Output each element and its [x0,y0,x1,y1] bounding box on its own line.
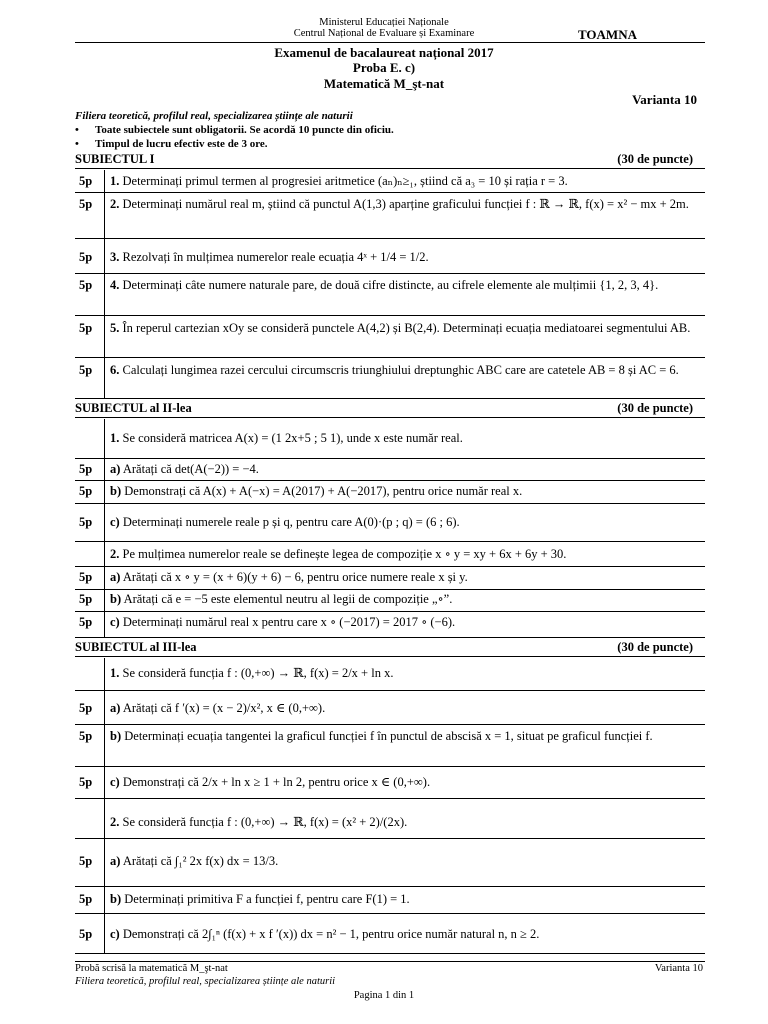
section-points: (30 de puncte) [617,640,693,654]
row-divider [75,690,705,691]
row-divider [75,541,705,542]
problem-text: Arătați că e = −5 este elementul neutru al legii de compoziție „∘”. [123,592,453,606]
problem-text: Determinați ecuația tangentei la graficul funcției f în punctul de abscisă x = 1, situat pe graficul funcției f. [124,729,653,743]
problem-number: a) [110,462,121,476]
exam-subtitle: Proba E. c) [352,60,416,75]
problem-points: 5p [79,570,93,584]
points-column-divider [104,658,105,953]
problem-text: Determinați numărul real x pentru care x ∘ (−2017) = 2017 ∘ (−6). [122,615,456,629]
row-divider [75,273,705,274]
section-points: (30 de puncte) [617,401,693,415]
section-heading [75,152,705,169]
row-divider [75,566,705,567]
problem-number: c) [110,515,120,529]
section-heading [75,401,705,418]
problem-points: 5p [79,701,93,715]
problem-number: b) [110,592,122,606]
problem-number: 5. [110,321,120,335]
problem-number: b) [110,484,122,498]
problem-text: În reperul cartezian xOy se consideră punctele A(4,2) și B(2,4). Determinați ecuația mediatoarei segmentului AB. [122,321,691,335]
problem-number: a) [110,854,121,868]
ministry-name: Ministerul Educației Naționale [319,17,449,28]
problem-text: Arătați că f ′(x) = (x − 2)/x², x ∈ (0,+∞). [122,701,326,715]
problem-number: b) [110,892,122,906]
problem-number: 4. [110,278,120,292]
header-divider [75,42,705,43]
problem-points: 5p [79,729,93,743]
points-column-divider [104,419,105,637]
page-number: Pagina 1 din 1 [353,990,415,1001]
problem-number: 1. [110,174,120,188]
exam-title: Examenul de bacalaureat național 2017 [274,45,494,60]
exam-subject: Matematică M_şt-nat [323,76,445,91]
footer-exam-name: Probă scrisă la matematică M_şt-nat [75,963,228,974]
bullet-icon: • [75,124,79,136]
row-divider [75,192,705,193]
problem-points: 5p [79,615,93,629]
filiera-line: Filiera teoretică, profilul real, specializarea științe ale naturii [75,110,353,122]
problem-number: b) [110,729,122,743]
problem-number: 6. [110,363,120,377]
row-divider [75,838,705,839]
problem-text: Determinați primitiva F a funcției f, pentru care F(1) = 1. [124,892,410,906]
problem-points: 5p [79,775,93,789]
problem-points: 5p [79,363,93,377]
row-divider [75,798,705,799]
problem-number: 2. [110,547,120,561]
problem-number: c) [110,775,120,789]
problem-text: Rezolvați în mulțimea numerelor reale ecuația 4ˣ + 1/4 = 1/2. [122,250,429,264]
problem-text: Demonstrați că A(x) + A(−x) = A(2017) + A(−2017), pentru orice număr real x. [124,484,523,498]
row-divider [75,886,705,887]
session-label: TOAMNA [578,27,637,42]
problem-number: 2. [110,197,120,211]
problem-text: Determinați numărul real m, știind că punctul A(1,3) aparține graficului funcției f : ℝ → ℝ, f(x) = x² − mx + 2m. [122,197,689,211]
evaluation-center-name: Centrul Național de Evaluare și Examinare [293,28,475,39]
rule-text: Timpul de lucru efectiv este de 3 ore. [95,138,268,150]
problem-points: 5p [79,197,93,211]
section-points: (30 de puncte) [617,152,693,166]
rule-item [75,124,394,136]
section-body [75,658,705,954]
problem-text: Se consideră matricea A(x) = (1 2x+5 ; 5 1), unde x este număr real. [122,431,463,445]
problem-text: Calculați lungimea razei cercului circumscris triunghiului dreptunghic ABC care are catetele AB = 8 și AC = 6. [122,363,679,377]
row-divider [75,480,705,481]
problem-text: Arătați că x ∘ y = (x + 6)(y + 6) − 6, pentru orice numere reale x și y. [122,570,468,584]
problem-number: c) [110,927,120,941]
problem-number: 2. [110,815,120,829]
problem-points: 5p [79,484,93,498]
section-body [75,419,705,638]
problem-text: Determinați numerele reale p și q, pentru care A(0)·(p ; q) = (6 ; 6). [122,515,460,529]
row-divider [75,315,705,316]
section-body [75,170,705,399]
section-title: SUBIECTUL al II-lea [75,401,192,415]
problem-points: 5p [79,592,93,606]
variant-label: Varianta 10 [632,92,697,107]
problem-number: 3. [110,250,120,264]
problem-points: 5p [79,278,93,292]
section-heading [75,640,705,657]
problem-text: Se consideră funcția f : (0,+∞) → ℝ, f(x) = (x² + 2)/(2x). [122,815,408,829]
problem-points: 5p [79,321,93,335]
row-divider [75,913,705,914]
row-divider [75,724,705,725]
problem-text: Pe mulțimea numerelor reale se definește legea de compoziție x ∘ y = xy + 6x + 6y + 30. [122,547,567,561]
problem-number: 1. [110,666,120,680]
row-divider [75,766,705,767]
problem-text: Determinați primul termen al progresiei aritmetice (aₙ)ₙ≥₁, știind că a₃ = 10 și rația r = 3. [122,174,568,188]
problem-number: c) [110,615,120,629]
problem-number: a) [110,701,121,715]
problem-number: a) [110,570,121,584]
row-divider [75,589,705,590]
problem-text: Demonstrați că 2∫₁ⁿ (f(x) + x f ′(x)) dx = n² − 1, pentru orice număr natural n, n ≥ 2. [122,927,540,941]
problem-points: 5p [79,250,93,264]
rule-item [75,138,268,150]
problem-text: Arătați că ∫₁² 2x f(x) dx = 13/3. [122,854,279,868]
section-title: SUBIECTUL al III-lea [75,640,197,654]
row-divider [75,357,705,358]
problem-text: Arătați că det(A(−2)) = −4. [122,462,259,476]
bullet-icon: • [75,138,79,150]
footer-divider [75,961,705,962]
problem-number: 1. [110,431,120,445]
row-divider [75,503,705,504]
section-title: SUBIECTUL I [75,152,155,166]
problem-text: Se consideră funcția f : (0,+∞) → ℝ, f(x) = 2/x + ln x. [122,666,394,680]
problem-text: Demonstrați că 2/x + ln x ≥ 1 + ln 2, pentru orice x ∈ (0,+∞). [122,775,431,789]
row-divider [75,458,705,459]
problem-points: 5p [79,174,93,188]
problem-points: 5p [79,462,93,476]
problem-points: 5p [79,927,93,941]
problem-points: 5p [79,892,93,906]
rule-text: Toate subiectele sunt obligatorii. Se acordă 10 puncte din oficiu. [95,124,394,136]
problem-points: 5p [79,515,93,529]
row-divider [75,238,705,239]
problem-text: Determinați câte numere naturale pare, de două cifre distincte, au cifrele elemente ale mulțimii {1, 2, 3, 4}. [122,278,659,292]
row-divider [75,611,705,612]
footer-variant: Varianta 10 [654,963,703,974]
points-column-divider [104,170,105,398]
footer-filiera: Filiera teoretică, profilul real, specializarea științe ale naturii [75,976,336,987]
problem-points: 5p [79,854,93,868]
